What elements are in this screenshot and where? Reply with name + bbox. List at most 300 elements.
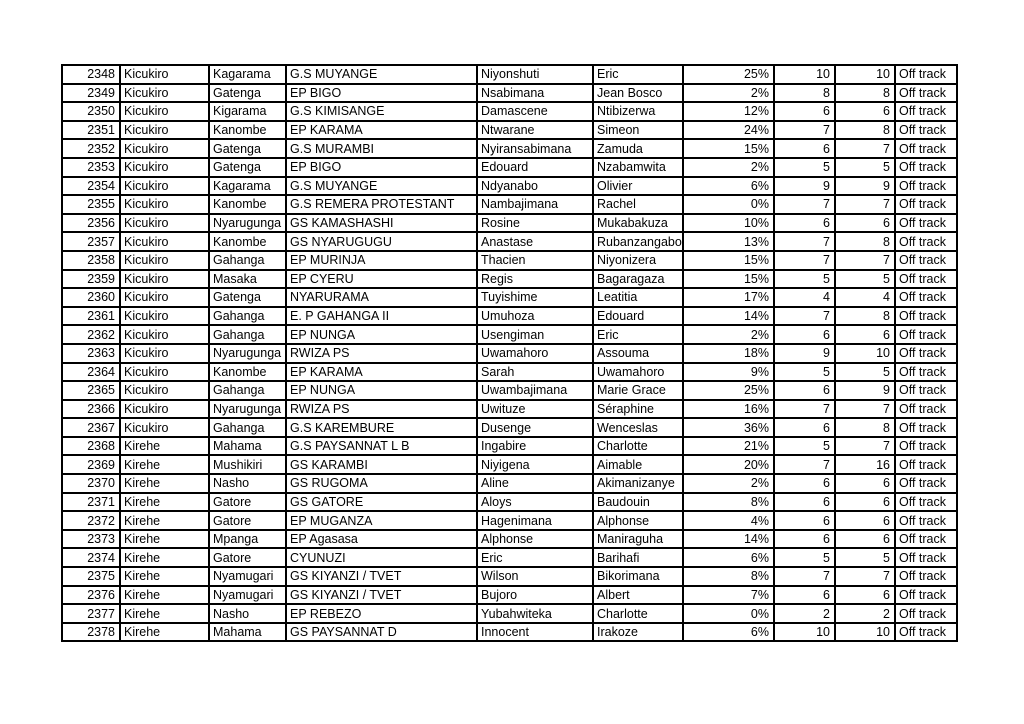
- cell-first-name: Edouard: [477, 158, 593, 177]
- table-row: [62, 270, 957, 289]
- cell-last-name: Akimanizanye: [593, 474, 683, 493]
- cell-last-name: Séraphine: [593, 400, 683, 419]
- cell-row-number: 2369: [62, 455, 120, 474]
- table-row: [62, 493, 957, 512]
- cell-value-1: 6: [774, 102, 835, 121]
- cell-district: Kirehe: [120, 567, 209, 586]
- cell-status: Off track: [895, 121, 957, 140]
- cell-school: G.S MURAMBI: [286, 139, 477, 158]
- cell-value-1: 6: [774, 381, 835, 400]
- cell-sector: Gahanga: [209, 381, 286, 400]
- cell-value-2: 9: [835, 381, 895, 400]
- cell-value-2: 8: [835, 84, 895, 103]
- cell-percent: 2%: [683, 325, 774, 344]
- cell-row-number: 2375: [62, 567, 120, 586]
- cell-district: Kirehe: [120, 530, 209, 549]
- table-row: [62, 158, 957, 177]
- table-row: [62, 586, 957, 605]
- cell-first-name: Thacien: [477, 251, 593, 270]
- cell-sector: Mpanga: [209, 530, 286, 549]
- cell-school: GS KAMASHASHI: [286, 214, 477, 233]
- cell-status: Off track: [895, 493, 957, 512]
- cell-school: NYARURAMA: [286, 288, 477, 307]
- cell-sector: Kanombe: [209, 195, 286, 214]
- cell-first-name: Niyigena: [477, 455, 593, 474]
- cell-last-name: Albert: [593, 586, 683, 605]
- cell-percent: 7%: [683, 586, 774, 605]
- cell-last-name: Baudouin: [593, 493, 683, 512]
- cell-row-number: 2354: [62, 177, 120, 196]
- cell-percent: 20%: [683, 455, 774, 474]
- cell-district: Kicukiro: [120, 307, 209, 326]
- cell-value-2: 16: [835, 455, 895, 474]
- table-row: [62, 307, 957, 326]
- cell-last-name: Eric: [593, 325, 683, 344]
- cell-value-1: 6: [774, 493, 835, 512]
- cell-first-name: Eric: [477, 548, 593, 567]
- school-report-table: [61, 64, 958, 642]
- cell-value-1: 2: [774, 604, 835, 623]
- table-row: [62, 418, 957, 437]
- cell-percent: 8%: [683, 567, 774, 586]
- cell-row-number: 2371: [62, 493, 120, 512]
- cell-sector: Gatore: [209, 511, 286, 530]
- table-row: [62, 511, 957, 530]
- cell-first-name: Dusenge: [477, 418, 593, 437]
- cell-sector: Nyarugunga: [209, 400, 286, 419]
- cell-percent: 6%: [683, 548, 774, 567]
- cell-last-name: Leatitia: [593, 288, 683, 307]
- cell-value-2: 6: [835, 102, 895, 121]
- table-row: [62, 400, 957, 419]
- cell-row-number: 2372: [62, 511, 120, 530]
- cell-sector: Kanombe: [209, 232, 286, 251]
- cell-percent: 18%: [683, 344, 774, 363]
- cell-district: Kicukiro: [120, 121, 209, 140]
- cell-status: Off track: [895, 158, 957, 177]
- cell-last-name: Bikorimana: [593, 567, 683, 586]
- cell-percent: 21%: [683, 437, 774, 456]
- cell-status: Off track: [895, 604, 957, 623]
- cell-district: Kirehe: [120, 548, 209, 567]
- cell-sector: Nasho: [209, 474, 286, 493]
- cell-district: Kirehe: [120, 474, 209, 493]
- cell-last-name: Wenceslas: [593, 418, 683, 437]
- cell-row-number: 2361: [62, 307, 120, 326]
- cell-value-2: 10: [835, 623, 895, 642]
- cell-row-number: 2351: [62, 121, 120, 140]
- cell-first-name: Uwambajimana: [477, 381, 593, 400]
- cell-row-number: 2373: [62, 530, 120, 549]
- cell-value-2: 5: [835, 270, 895, 289]
- cell-sector: Kagarama: [209, 177, 286, 196]
- cell-value-1: 6: [774, 474, 835, 493]
- cell-first-name: Niyonshuti: [477, 65, 593, 84]
- cell-value-1: 5: [774, 363, 835, 382]
- cell-status: Off track: [895, 567, 957, 586]
- cell-district: Kicukiro: [120, 400, 209, 419]
- cell-status: Off track: [895, 418, 957, 437]
- cell-school: G.S MUYANGE: [286, 65, 477, 84]
- table-row: [62, 623, 957, 642]
- cell-value-1: 5: [774, 158, 835, 177]
- cell-row-number: 2366: [62, 400, 120, 419]
- cell-sector: Nyarugunga: [209, 344, 286, 363]
- cell-district: Kicukiro: [120, 344, 209, 363]
- cell-first-name: Alphonse: [477, 530, 593, 549]
- cell-sector: Kigarama: [209, 102, 286, 121]
- cell-school: GS KARAMBI: [286, 455, 477, 474]
- table-row: [62, 437, 957, 456]
- cell-last-name: Eric: [593, 65, 683, 84]
- cell-value-2: 5: [835, 158, 895, 177]
- cell-row-number: 2368: [62, 437, 120, 456]
- cell-percent: 6%: [683, 177, 774, 196]
- cell-value-1: 6: [774, 530, 835, 549]
- cell-status: Off track: [895, 177, 957, 196]
- table-row: [62, 251, 957, 270]
- cell-last-name: Assouma: [593, 344, 683, 363]
- cell-district: Kicukiro: [120, 363, 209, 382]
- cell-sector: Gatore: [209, 493, 286, 512]
- cell-value-2: 7: [835, 139, 895, 158]
- cell-school: RWIZA PS: [286, 344, 477, 363]
- cell-value-1: 9: [774, 344, 835, 363]
- cell-last-name: Aimable: [593, 455, 683, 474]
- cell-last-name: Rachel: [593, 195, 683, 214]
- cell-last-name: Irakoze: [593, 623, 683, 642]
- cell-last-name: Niyonizera: [593, 251, 683, 270]
- table-row: [62, 84, 957, 103]
- table-row: [62, 363, 957, 382]
- cell-percent: 0%: [683, 604, 774, 623]
- cell-status: Off track: [895, 623, 957, 642]
- cell-percent: 8%: [683, 493, 774, 512]
- table-row: [62, 288, 957, 307]
- table-row: [62, 232, 957, 251]
- cell-value-2: 6: [835, 530, 895, 549]
- table-row: [62, 567, 957, 586]
- cell-school: EP BIGO: [286, 158, 477, 177]
- cell-value-2: 5: [835, 363, 895, 382]
- cell-status: Off track: [895, 325, 957, 344]
- cell-status: Off track: [895, 139, 957, 158]
- cell-percent: 15%: [683, 270, 774, 289]
- cell-school: E. P GAHANGA II: [286, 307, 477, 326]
- table-row: [62, 214, 957, 233]
- cell-last-name: Bagaragaza: [593, 270, 683, 289]
- cell-sector: Gahanga: [209, 325, 286, 344]
- cell-school: EP CYERU: [286, 270, 477, 289]
- cell-percent: 13%: [683, 232, 774, 251]
- cell-school: G.S REMERA PROTESTANT: [286, 195, 477, 214]
- cell-sector: Mushikiri: [209, 455, 286, 474]
- cell-status: Off track: [895, 232, 957, 251]
- cell-value-1: 7: [774, 195, 835, 214]
- cell-value-1: 7: [774, 567, 835, 586]
- cell-school: GS PAYSANNAT D: [286, 623, 477, 642]
- report-table-body: [62, 65, 957, 641]
- cell-row-number: 2353: [62, 158, 120, 177]
- cell-row-number: 2378: [62, 623, 120, 642]
- cell-last-name: Nzabamwita: [593, 158, 683, 177]
- cell-row-number: 2355: [62, 195, 120, 214]
- cell-last-name: Zamuda: [593, 139, 683, 158]
- cell-status: Off track: [895, 400, 957, 419]
- cell-first-name: Ntwarane: [477, 121, 593, 140]
- cell-school: G.S KAREMBURE: [286, 418, 477, 437]
- cell-school: G.S KIMISANGE: [286, 102, 477, 121]
- cell-first-name: Nsabimana: [477, 84, 593, 103]
- cell-first-name: Aloys: [477, 493, 593, 512]
- cell-district: Kicukiro: [120, 102, 209, 121]
- cell-sector: Masaka: [209, 270, 286, 289]
- cell-school: G.S MUYANGE: [286, 177, 477, 196]
- cell-status: Off track: [895, 288, 957, 307]
- cell-percent: 6%: [683, 623, 774, 642]
- cell-district: Kicukiro: [120, 325, 209, 344]
- cell-first-name: Usengiman: [477, 325, 593, 344]
- cell-sector: Nyamugari: [209, 567, 286, 586]
- cell-school: EP BIGO: [286, 84, 477, 103]
- cell-percent: 15%: [683, 251, 774, 270]
- cell-first-name: Hagenimana: [477, 511, 593, 530]
- cell-value-1: 7: [774, 251, 835, 270]
- cell-value-1: 6: [774, 325, 835, 344]
- cell-last-name: Charlotte: [593, 437, 683, 456]
- cell-percent: 2%: [683, 474, 774, 493]
- cell-first-name: Uwituze: [477, 400, 593, 419]
- cell-row-number: 2357: [62, 232, 120, 251]
- cell-last-name: Marie Grace: [593, 381, 683, 400]
- cell-district: Kirehe: [120, 437, 209, 456]
- cell-first-name: Wilson: [477, 567, 593, 586]
- cell-percent: 12%: [683, 102, 774, 121]
- cell-sector: Nyarugunga: [209, 214, 286, 233]
- cell-row-number: 2363: [62, 344, 120, 363]
- cell-district: Kicukiro: [120, 158, 209, 177]
- table-row: [62, 121, 957, 140]
- cell-sector: Kagarama: [209, 65, 286, 84]
- cell-first-name: Regis: [477, 270, 593, 289]
- cell-row-number: 2377: [62, 604, 120, 623]
- cell-first-name: Rosine: [477, 214, 593, 233]
- cell-value-1: 9: [774, 177, 835, 196]
- cell-last-name: Uwamahoro: [593, 363, 683, 382]
- cell-last-name: Mukabakuza: [593, 214, 683, 233]
- cell-value-1: 6: [774, 214, 835, 233]
- cell-value-2: 6: [835, 214, 895, 233]
- cell-row-number: 2352: [62, 139, 120, 158]
- cell-sector: Gatenga: [209, 139, 286, 158]
- cell-status: Off track: [895, 307, 957, 326]
- cell-value-1: 7: [774, 232, 835, 251]
- cell-status: Off track: [895, 530, 957, 549]
- cell-value-1: 6: [774, 511, 835, 530]
- cell-value-2: 4: [835, 288, 895, 307]
- cell-last-name: Barihafi: [593, 548, 683, 567]
- cell-school: EP NUNGA: [286, 325, 477, 344]
- cell-status: Off track: [895, 548, 957, 567]
- cell-row-number: 2349: [62, 84, 120, 103]
- cell-district: Kicukiro: [120, 270, 209, 289]
- cell-percent: 10%: [683, 214, 774, 233]
- cell-first-name: Damascene: [477, 102, 593, 121]
- cell-percent: 0%: [683, 195, 774, 214]
- cell-percent: 14%: [683, 530, 774, 549]
- cell-district: Kicukiro: [120, 84, 209, 103]
- cell-row-number: 2365: [62, 381, 120, 400]
- cell-sector: Nasho: [209, 604, 286, 623]
- table-row: [62, 195, 957, 214]
- cell-district: Kicukiro: [120, 418, 209, 437]
- cell-first-name: Nyiransabimana: [477, 139, 593, 158]
- cell-sector: Gahanga: [209, 251, 286, 270]
- cell-status: Off track: [895, 251, 957, 270]
- cell-value-1: 5: [774, 548, 835, 567]
- cell-first-name: Tuyishime: [477, 288, 593, 307]
- table-row: [62, 474, 957, 493]
- cell-school: GS RUGOMA: [286, 474, 477, 493]
- cell-row-number: 2362: [62, 325, 120, 344]
- cell-status: Off track: [895, 511, 957, 530]
- cell-school: GS KIYANZI / TVET: [286, 586, 477, 605]
- cell-school: EP KARAMA: [286, 363, 477, 382]
- cell-first-name: Yubahwiteka: [477, 604, 593, 623]
- cell-school: EP MURINJA: [286, 251, 477, 270]
- cell-sector: Gatenga: [209, 288, 286, 307]
- cell-value-2: 8: [835, 307, 895, 326]
- cell-school: GS KIYANZI / TVET: [286, 567, 477, 586]
- cell-district: Kicukiro: [120, 139, 209, 158]
- cell-school: EP REBEZO: [286, 604, 477, 623]
- cell-last-name: Simeon: [593, 121, 683, 140]
- cell-value-2: 8: [835, 418, 895, 437]
- cell-percent: 24%: [683, 121, 774, 140]
- cell-row-number: 2364: [62, 363, 120, 382]
- cell-value-2: 6: [835, 586, 895, 605]
- cell-value-2: 6: [835, 325, 895, 344]
- cell-value-2: 7: [835, 400, 895, 419]
- cell-value-2: 8: [835, 232, 895, 251]
- cell-sector: Gatore: [209, 548, 286, 567]
- cell-district: Kicukiro: [120, 65, 209, 84]
- cell-value-2: 6: [835, 493, 895, 512]
- cell-status: Off track: [895, 65, 957, 84]
- cell-district: Kirehe: [120, 511, 209, 530]
- cell-last-name: Alphonse: [593, 511, 683, 530]
- cell-row-number: 2348: [62, 65, 120, 84]
- cell-value-2: 7: [835, 195, 895, 214]
- cell-row-number: 2370: [62, 474, 120, 493]
- cell-status: Off track: [895, 270, 957, 289]
- cell-value-1: 6: [774, 418, 835, 437]
- cell-last-name: Maniraguha: [593, 530, 683, 549]
- cell-status: Off track: [895, 381, 957, 400]
- cell-first-name: Innocent: [477, 623, 593, 642]
- cell-school: EP KARAMA: [286, 121, 477, 140]
- cell-sector: Kanombe: [209, 121, 286, 140]
- cell-value-2: 6: [835, 474, 895, 493]
- cell-percent: 2%: [683, 158, 774, 177]
- cell-row-number: 2360: [62, 288, 120, 307]
- cell-sector: Mahama: [209, 623, 286, 642]
- cell-row-number: 2367: [62, 418, 120, 437]
- table-row: [62, 344, 957, 363]
- cell-percent: 16%: [683, 400, 774, 419]
- cell-district: Kicukiro: [120, 195, 209, 214]
- cell-status: Off track: [895, 474, 957, 493]
- cell-sector: Gatenga: [209, 84, 286, 103]
- cell-value-1: 7: [774, 455, 835, 474]
- cell-district: Kirehe: [120, 493, 209, 512]
- cell-status: Off track: [895, 344, 957, 363]
- cell-district: Kicukiro: [120, 288, 209, 307]
- cell-status: Off track: [895, 437, 957, 456]
- cell-value-1: 6: [774, 139, 835, 158]
- cell-district: Kicukiro: [120, 232, 209, 251]
- cell-value-1: 10: [774, 65, 835, 84]
- table-row: [62, 381, 957, 400]
- cell-district: Kirehe: [120, 623, 209, 642]
- cell-district: Kicukiro: [120, 251, 209, 270]
- cell-last-name: Rubanzangabo: [593, 232, 683, 251]
- cell-value-2: 7: [835, 567, 895, 586]
- cell-last-name: Jean Bosco: [593, 84, 683, 103]
- cell-first-name: Anastase: [477, 232, 593, 251]
- cell-last-name: Charlotte: [593, 604, 683, 623]
- cell-value-1: 8: [774, 84, 835, 103]
- cell-percent: 4%: [683, 511, 774, 530]
- table-row: [62, 530, 957, 549]
- cell-status: Off track: [895, 455, 957, 474]
- cell-value-1: 10: [774, 623, 835, 642]
- cell-first-name: Uwamahoro: [477, 344, 593, 363]
- cell-status: Off track: [895, 84, 957, 103]
- cell-value-1: 5: [774, 437, 835, 456]
- cell-value-1: 7: [774, 121, 835, 140]
- cell-status: Off track: [895, 586, 957, 605]
- cell-school: GS NYARUGUGU: [286, 232, 477, 251]
- cell-value-1: 7: [774, 307, 835, 326]
- cell-percent: 17%: [683, 288, 774, 307]
- cell-value-1: 6: [774, 586, 835, 605]
- cell-sector: Gahanga: [209, 418, 286, 437]
- cell-value-2: 2: [835, 604, 895, 623]
- cell-first-name: Aline: [477, 474, 593, 493]
- cell-percent: 9%: [683, 363, 774, 382]
- cell-last-name: Ntibizerwa: [593, 102, 683, 121]
- table-row: [62, 102, 957, 121]
- cell-value-1: 7: [774, 400, 835, 419]
- cell-status: Off track: [895, 102, 957, 121]
- cell-sector: Nyamugari: [209, 586, 286, 605]
- cell-district: Kicukiro: [120, 381, 209, 400]
- cell-percent: 2%: [683, 84, 774, 103]
- cell-district: Kirehe: [120, 604, 209, 623]
- cell-district: Kirehe: [120, 455, 209, 474]
- cell-sector: Kanombe: [209, 363, 286, 382]
- cell-school: GS GATORE: [286, 493, 477, 512]
- cell-first-name: Umuhoza: [477, 307, 593, 326]
- cell-first-name: Nambajimana: [477, 195, 593, 214]
- cell-school: EP MUGANZA: [286, 511, 477, 530]
- cell-value-2: 6: [835, 511, 895, 530]
- cell-row-number: 2356: [62, 214, 120, 233]
- cell-sector: Mahama: [209, 437, 286, 456]
- cell-value-2: 10: [835, 65, 895, 84]
- cell-percent: 25%: [683, 65, 774, 84]
